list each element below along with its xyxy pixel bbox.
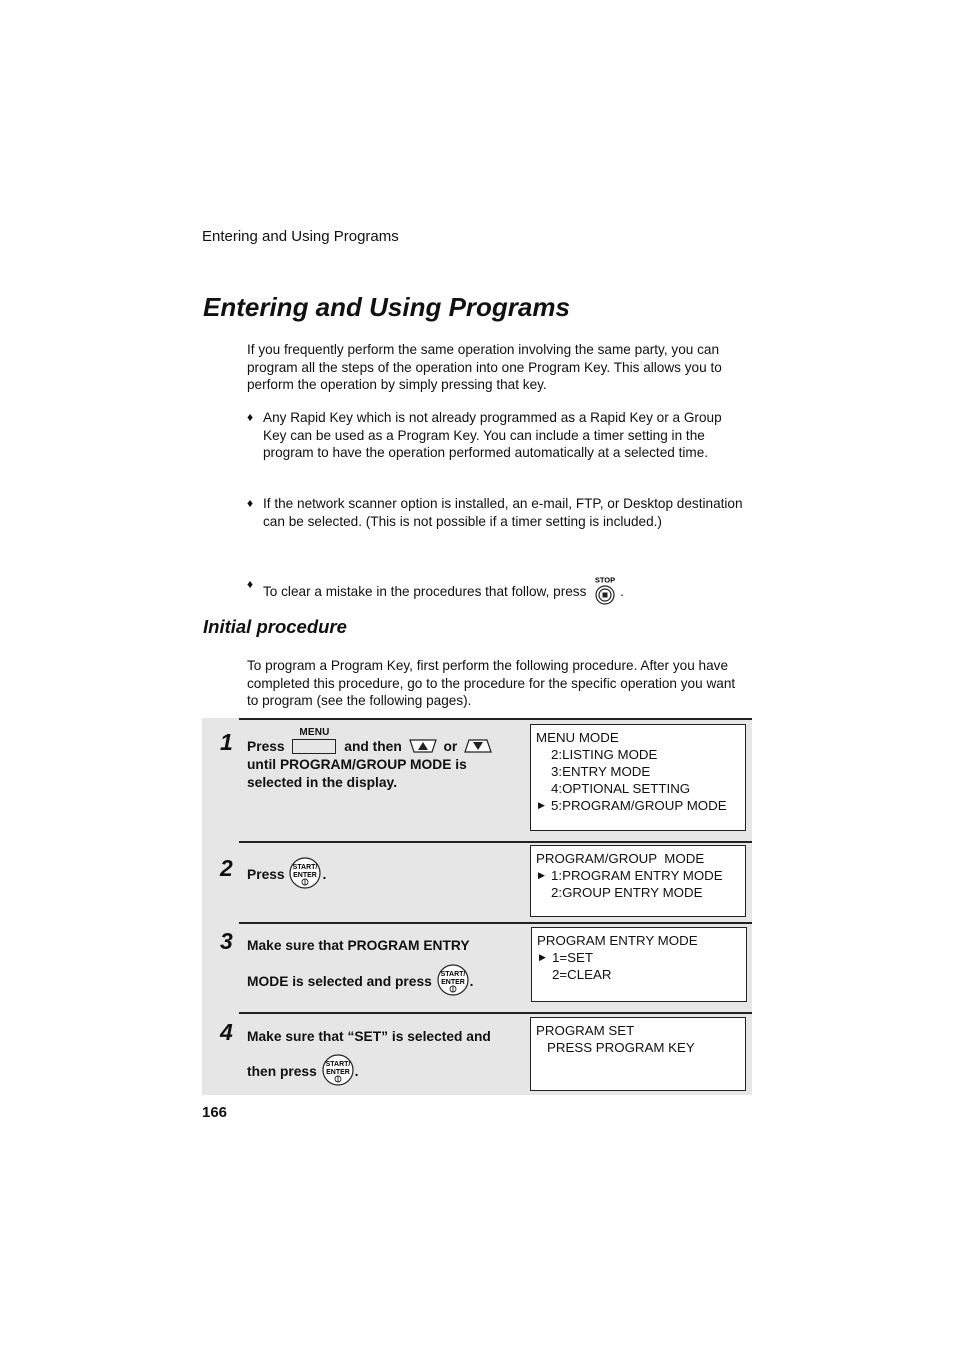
step-3-instruction: Make sure that PROGRAM ENTRY MODE is selected and press START/ ENTER . bbox=[247, 937, 473, 996]
step-divider bbox=[239, 1012, 752, 1014]
bullet-text: If the network scanner option is installed, an e-mail, FTP, or Desktop destination can be selected. (This is not possible if a timer setting is included.) bbox=[263, 496, 743, 529]
section-title: Initial procedure bbox=[203, 616, 347, 637]
start-enter-key-icon bbox=[289, 857, 321, 889]
bullet-item bbox=[247, 409, 747, 462]
clear-note-suffix: . bbox=[620, 584, 624, 599]
start-enter-key-icon bbox=[322, 1054, 354, 1086]
svg-text:ENTER: ENTER bbox=[325, 1069, 350, 1076]
svg-text:START/: START/ bbox=[325, 1061, 351, 1068]
step-number: 2 bbox=[220, 855, 233, 881]
step-number: 1 bbox=[220, 729, 233, 755]
running-header: Entering and Using Programs bbox=[202, 228, 399, 245]
lcd-display: PROGRAM ENTRY MODE ▶ 1=SET 2=CLEAR bbox=[531, 927, 747, 1002]
step-4-instruction: Make sure that “SET” is selected and then press START/ ENTER . bbox=[247, 1028, 491, 1086]
clear-note-text: To clear a mistake in the procedures that follow, press bbox=[263, 584, 587, 599]
svg-text:ENTER: ENTER bbox=[293, 872, 318, 879]
start-enter-key-icon bbox=[437, 964, 469, 996]
diamond-bullet-icon: ♦ bbox=[247, 577, 254, 591]
page-number: 166 bbox=[202, 1104, 228, 1121]
selection-cursor-icon: ▶ bbox=[539, 952, 546, 962]
up-arrow-key-icon bbox=[409, 739, 437, 753]
diamond-bullet-icon: ♦ bbox=[247, 410, 254, 424]
step-divider bbox=[239, 718, 752, 720]
step-divider bbox=[239, 922, 752, 924]
lcd-display: PROGRAM/GROUP MODE ▶ 1:PROGRAM ENTRY MODE 2:GROUP ENTRY MODE bbox=[530, 845, 746, 917]
section-intro: To program a Program Key, first perform the following procedure. After you have completed this procedure, go to the procedure for the specific operation you want to program (see the following pages). bbox=[247, 658, 736, 709]
step-divider bbox=[239, 841, 752, 843]
step-1-instruction: Press MENU and then or until PROGRAM/GROUP MODE is selected in the display. bbox=[247, 738, 517, 792]
svg-text:START/: START/ bbox=[440, 971, 466, 978]
lcd-display: PROGRAM SET PRESS PROGRAM KEY bbox=[530, 1017, 746, 1091]
step-number: 4 bbox=[220, 1019, 233, 1045]
intro-paragraph: If you frequently perform the same operation involving the same party, you can program all the steps of the operation into one Program Key. This allows you to perform the operation by simply pressing that key. bbox=[247, 342, 722, 393]
step-2-instruction: Press START/ ENTER . bbox=[247, 857, 326, 889]
stop-key-label: STOP bbox=[595, 576, 616, 585]
stop-key-icon bbox=[593, 576, 617, 606]
menu-key-label: MENU bbox=[299, 727, 330, 738]
step-number: 3 bbox=[220, 928, 233, 954]
clear-note bbox=[247, 576, 747, 606]
selection-cursor-icon: ▶ bbox=[538, 800, 545, 810]
bullet-text: Any Rapid Key which is not already programmed as a Rapid Key or a Group Key can be used as a Program Key. You can include a timer setting in the program to have the operation performed automatically at a selected time. bbox=[263, 410, 722, 461]
menu-key-icon bbox=[292, 727, 336, 754]
lcd-display: MENU MODE 2:LISTING MODE 3:ENTRY MODE 4:OPTIONAL SETTING ▶ 5:PROGRAM/GROUP MODE bbox=[530, 724, 746, 831]
bullet-item bbox=[247, 495, 747, 530]
svg-text:ENTER: ENTER bbox=[440, 979, 465, 986]
selection-cursor-icon: ▶ bbox=[538, 870, 545, 880]
svg-text:START/: START/ bbox=[293, 864, 318, 871]
diamond-bullet-icon: ♦ bbox=[247, 496, 254, 510]
page-title: Entering and Using Programs bbox=[203, 292, 570, 322]
down-arrow-key-icon bbox=[464, 739, 492, 753]
